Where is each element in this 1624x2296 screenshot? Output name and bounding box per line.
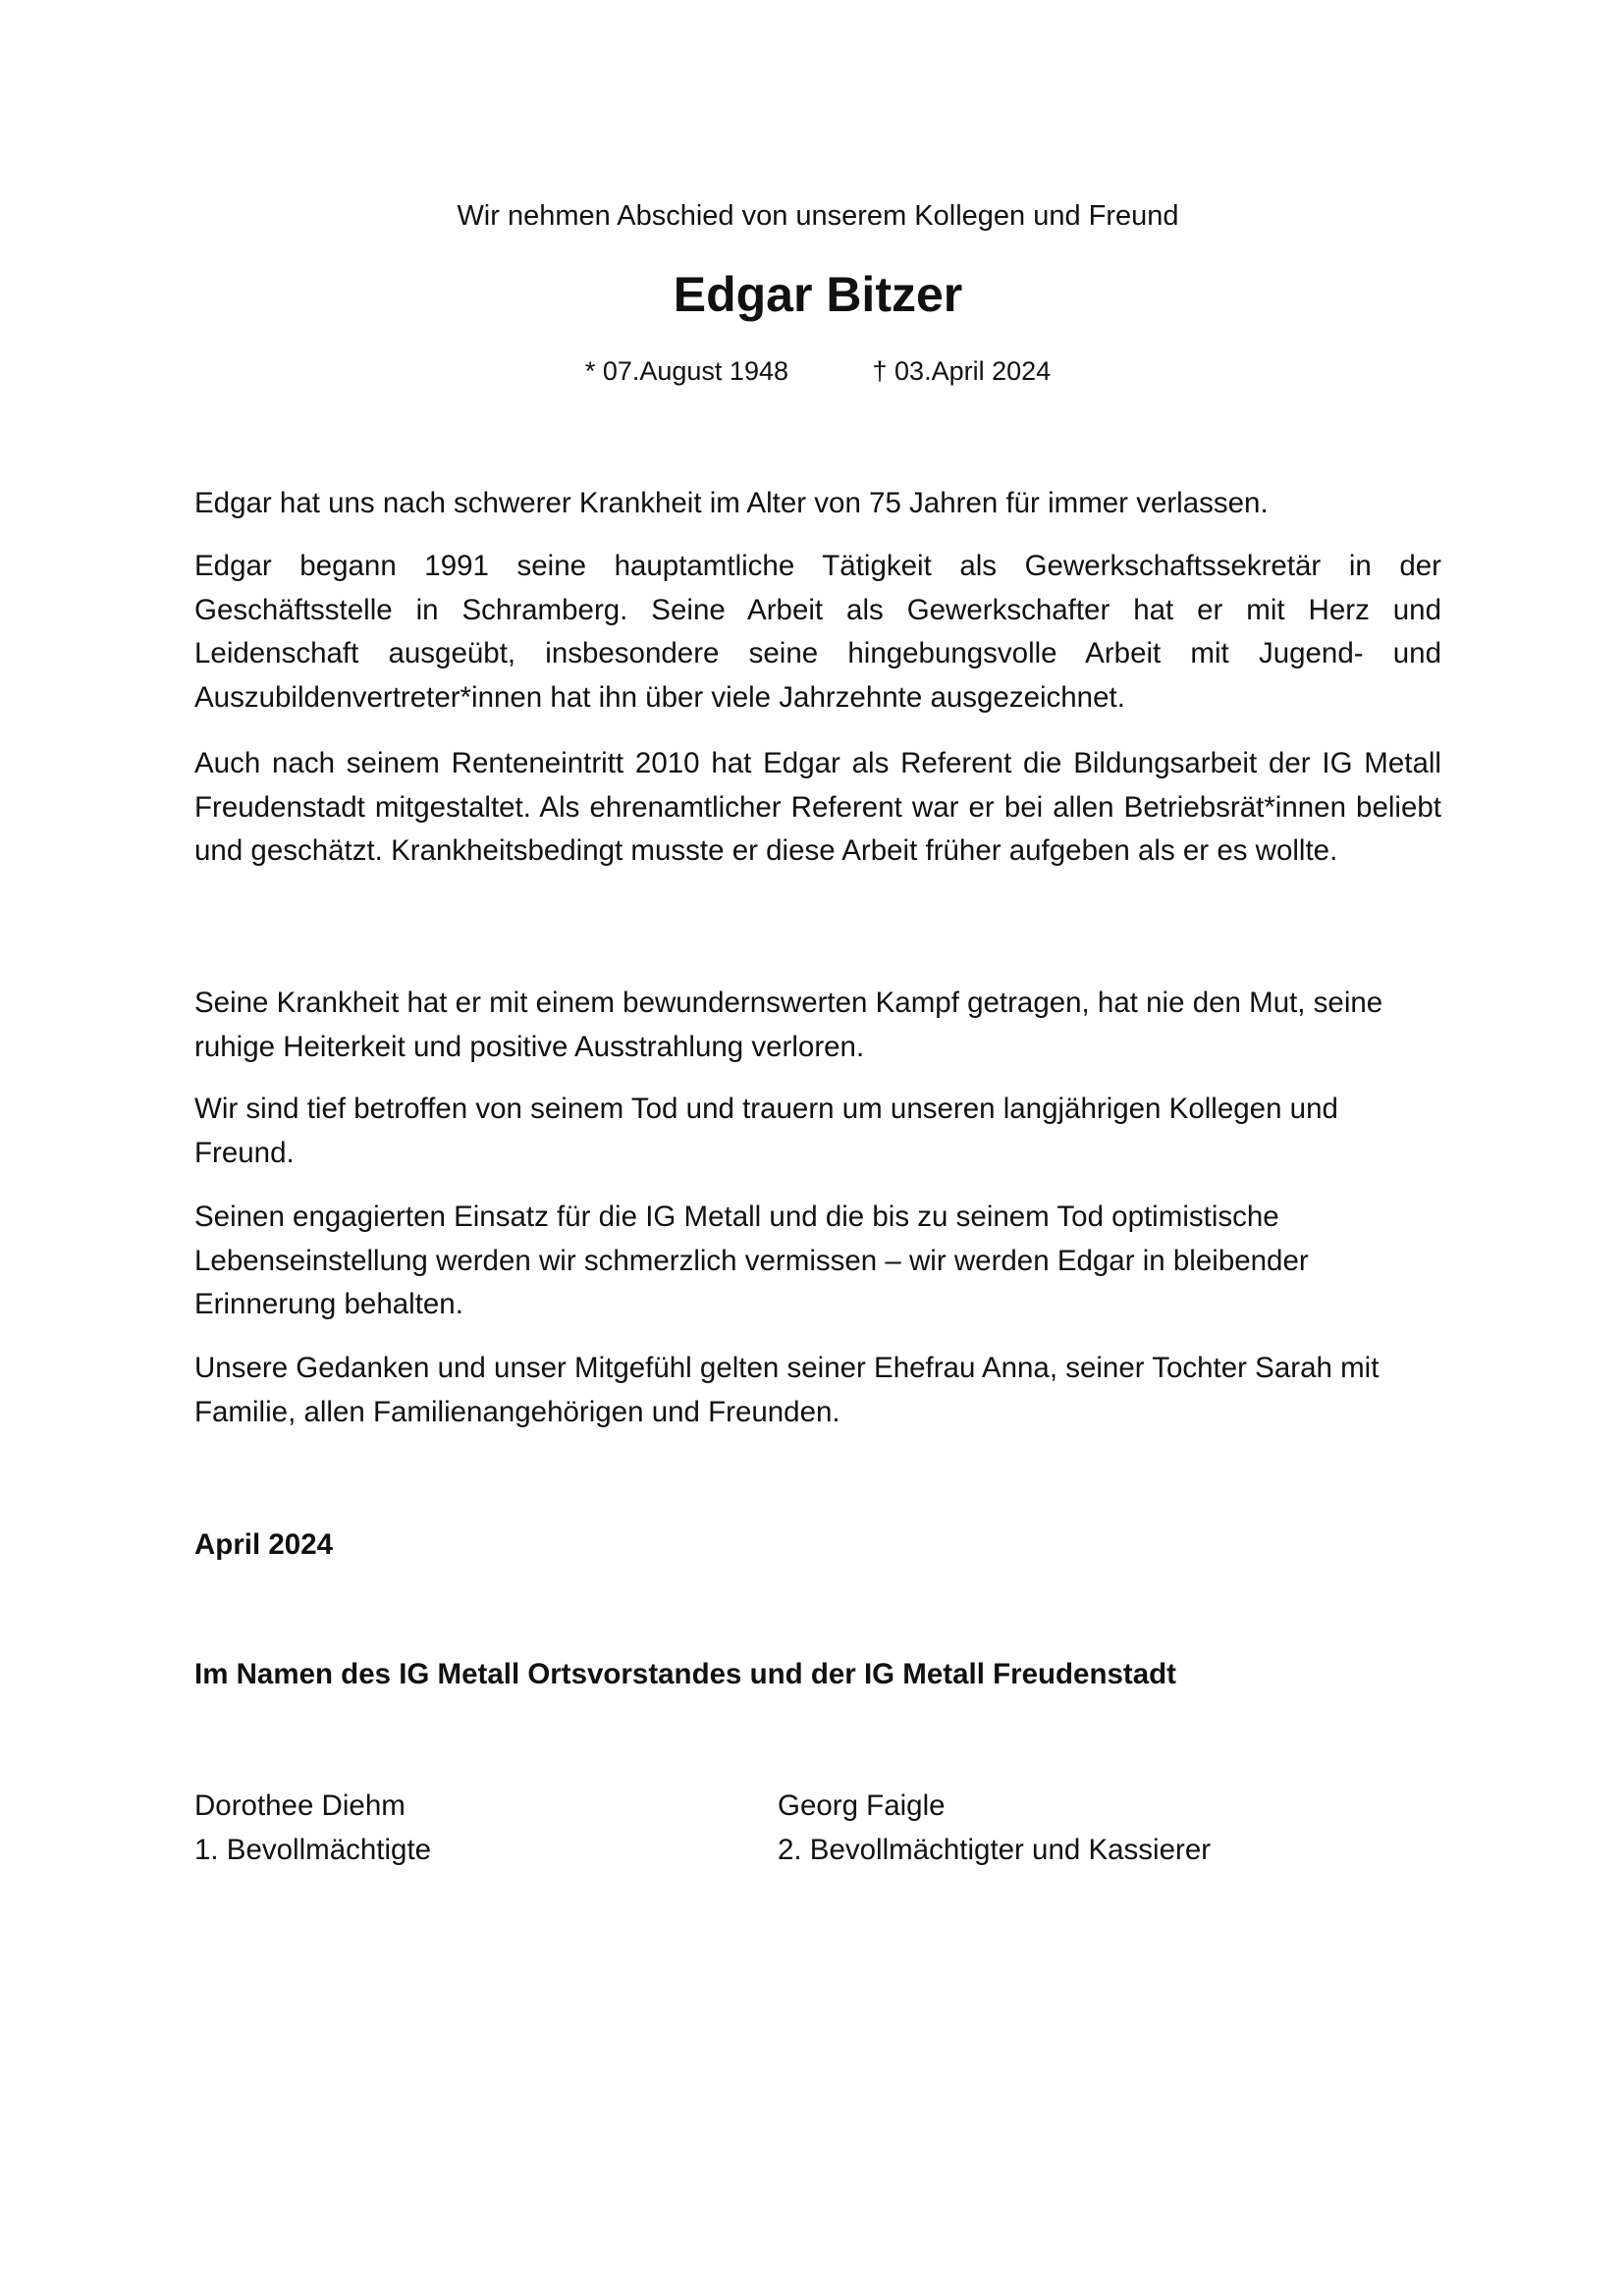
signatory-name: Georg Faigle — [778, 1789, 946, 1822]
paragraph-retirement: Auch nach seinem Renteneintritt 2010 hat Edgar als Referent die Bildungsarbeit der IG Metall Freudenstadt mitgestaltet. Als ehrenamtlicher Referent war er bei allen Betriebsrät*innen beliebt und geschätzt. Krankheitsbedingt musste er diese Arbeit früher aufgeben als er es wollte. — [194, 747, 1441, 867]
intro-line: Wir nehmen Abschied von unserem Kollegen und Freund — [457, 200, 1179, 232]
paragraph-struggle: Seine Krankheit hat er mit einem bewundernswerten Kampf getragen, hat nie den Mut, seine ruhige Heiterkeit und positive Ausstrahlung verloren. — [194, 987, 1383, 1063]
deceased-name: Edgar Bitzer — [673, 267, 963, 322]
signatory-2 — [778, 1784, 1211, 1872]
on-behalf-line: Im Namen des IG Metall Ortsvorstandes und der IG Metall Freudenstadt — [194, 1658, 1176, 1690]
paragraph-illness: Edgar hat uns nach schwerer Krankheit im Alter von 75 Jahren für immer verlassen. — [194, 487, 1269, 519]
signatory-1 — [194, 1784, 431, 1872]
paragraph-career: Edgar begann 1991 seine hauptamtliche Tätigkeit als Gewerkschaftssekretär in der Geschäftsstelle in Schramberg. Seine Arbeit als Gewerkschafter hat er mit Herz und Leidenschaft ausgeübt, insbesondere seine hingebungsvolle Arbeit mit Jugend- und Auszubildenvertreter*innen hat ihn über viele Jahrzehnte ausgezeichnet. — [194, 550, 1441, 714]
paragraph-condolences: Unsere Gedanken und unser Mitgefühl gelten seiner Ehefrau Anna, seiner Tochter Sarah mit Familie, allen Familienangehörigen und Freunden. — [194, 1352, 1380, 1428]
death-date: † 03.April 2024 — [872, 356, 1052, 386]
birth-date: * 07.August 1948 — [584, 356, 788, 386]
signatory-role: 2. Bevollmächtigter und Kassierer — [778, 1834, 1212, 1866]
signatory-role: 1. Bevollmächtigte — [194, 1834, 432, 1866]
paragraph-mourning: Wir sind tief betroffen von seinem Tod und trauern um unseren langjährigen Kollegen und Freund. — [194, 1093, 1338, 1169]
life-dates — [194, 352, 1441, 390]
obituary-page — [194, 0, 1441, 2296]
signatory-name: Dorothee Diehm — [194, 1789, 406, 1822]
paragraph-remembrance: Seinen engagierten Einsatz für die IG Metall und die bis zu seinem Tod optimistische Lebenseinstellung werden wir schmerzlich vermissen – wir werden Edgar in bleibender Erinnerung behalten. — [194, 1201, 1309, 1320]
closing-date: April 2024 — [194, 1528, 334, 1561]
